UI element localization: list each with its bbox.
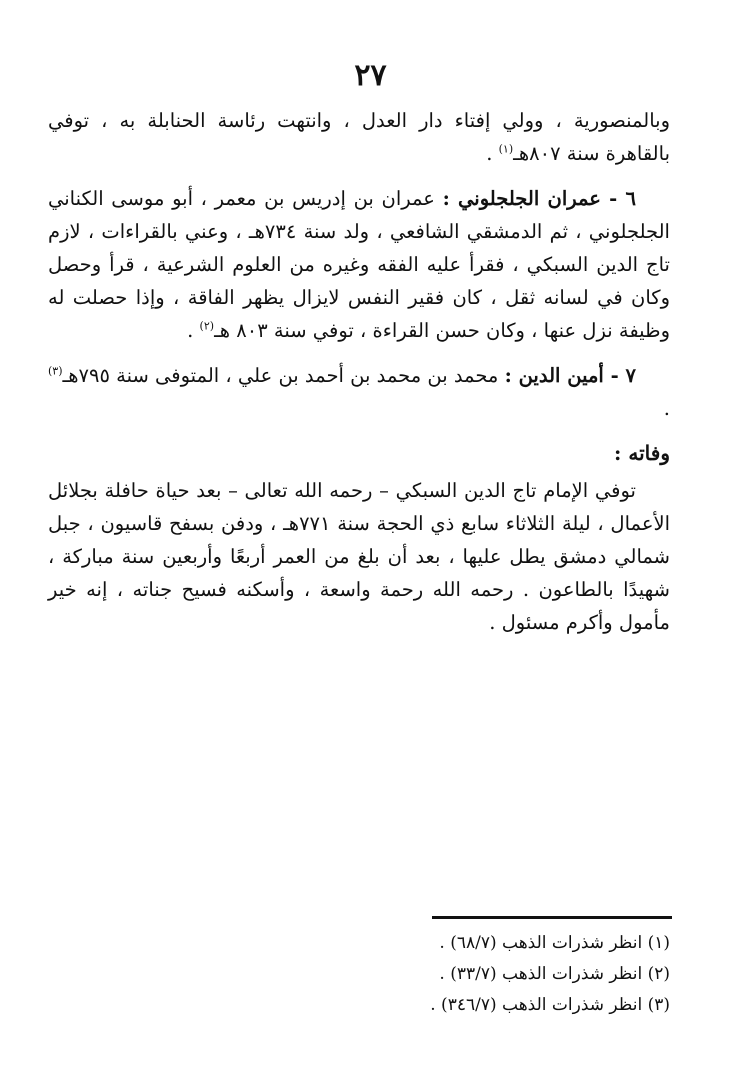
main-text — [48, 104, 670, 639]
footnote: (٢) انظر شذرات الذهب (٣٣/٧) . — [439, 964, 670, 984]
entry-heading: ٦ - عمران الجلجلوني : — [442, 187, 636, 210]
section-heading: وفاته : — [614, 441, 670, 465]
footnotes — [48, 928, 670, 1021]
footnote-ref: (٣) — [48, 364, 63, 378]
paragraph-text: محمد بن محمد بن أحمد بن علي ، المتوفى سنة ٧٩٥هـ — [62, 364, 505, 387]
paragraph-end: . — [663, 397, 670, 420]
paragraph-text: وبالمنصورية ، وولي إفتاء دار العدل ، وانتهت رئاسة الحنابلة به ، توفي بالقاهرة سنة ٨٠٧هـ — [48, 109, 670, 165]
footnote: (١) انظر شذرات الذهب (٦٨/٧) . — [439, 933, 670, 953]
page-number: ٢٧ — [354, 58, 387, 93]
footnote-ref: (٢) — [199, 319, 215, 333]
footnote-divider — [432, 916, 672, 919]
biography-entry — [48, 359, 670, 425]
entry-heading: ٧ - أمين الدين : — [504, 364, 636, 387]
footnote-ref: (١) — [498, 142, 514, 156]
paragraph-continuation — [48, 104, 670, 170]
biography-entry — [48, 182, 670, 347]
section-paragraph: توفي الإمام تاج الدين السبكي – رحمه الله تعالى – بعد حياة حافلة بجلائل الأعمال ، ليلة الثلاثاء سابع ذي الحجة سنة ٧٧١هـ ، ودفن بسفح قاسيون ، جبل شمالي دمشق يطل عليها ، بعد أن بلغ من العمر أربعًا وأربعين سنة مباركة ، شهيدًا بالطاعون . رحمه الله رحمة واسعة ، وأسكنه فسيح جناته ، إنه خير مأمول وأكرم مسئول . — [48, 479, 670, 634]
paragraph-text: عمران بن إدريس بن معمر ، أبو موسى الكناني الجلجلوني ، ثم الدمشقي الشافعي ، ولد سنة ٧٣٤هـ ، وعني بالقراءات ، لازم تاج الدين السبكي ، فقرأ عليه الفقه وغيره من العلوم الشرعية ، قرأ وحصل وكان في لسانه ثقل ، كان فقير النفس لايزال يظهر الفاقة ، وإذا حصلت له وظيفة نزل عنها ، وكان حسن القراءة ، توفي سنة ٨٠٣ هـ — [48, 187, 670, 342]
paragraph-end: . — [486, 142, 499, 165]
paragraph-end: . — [187, 319, 200, 342]
footnote: (٣) انظر شذرات الذهب (٣٤٦/٧) . — [430, 995, 670, 1015]
